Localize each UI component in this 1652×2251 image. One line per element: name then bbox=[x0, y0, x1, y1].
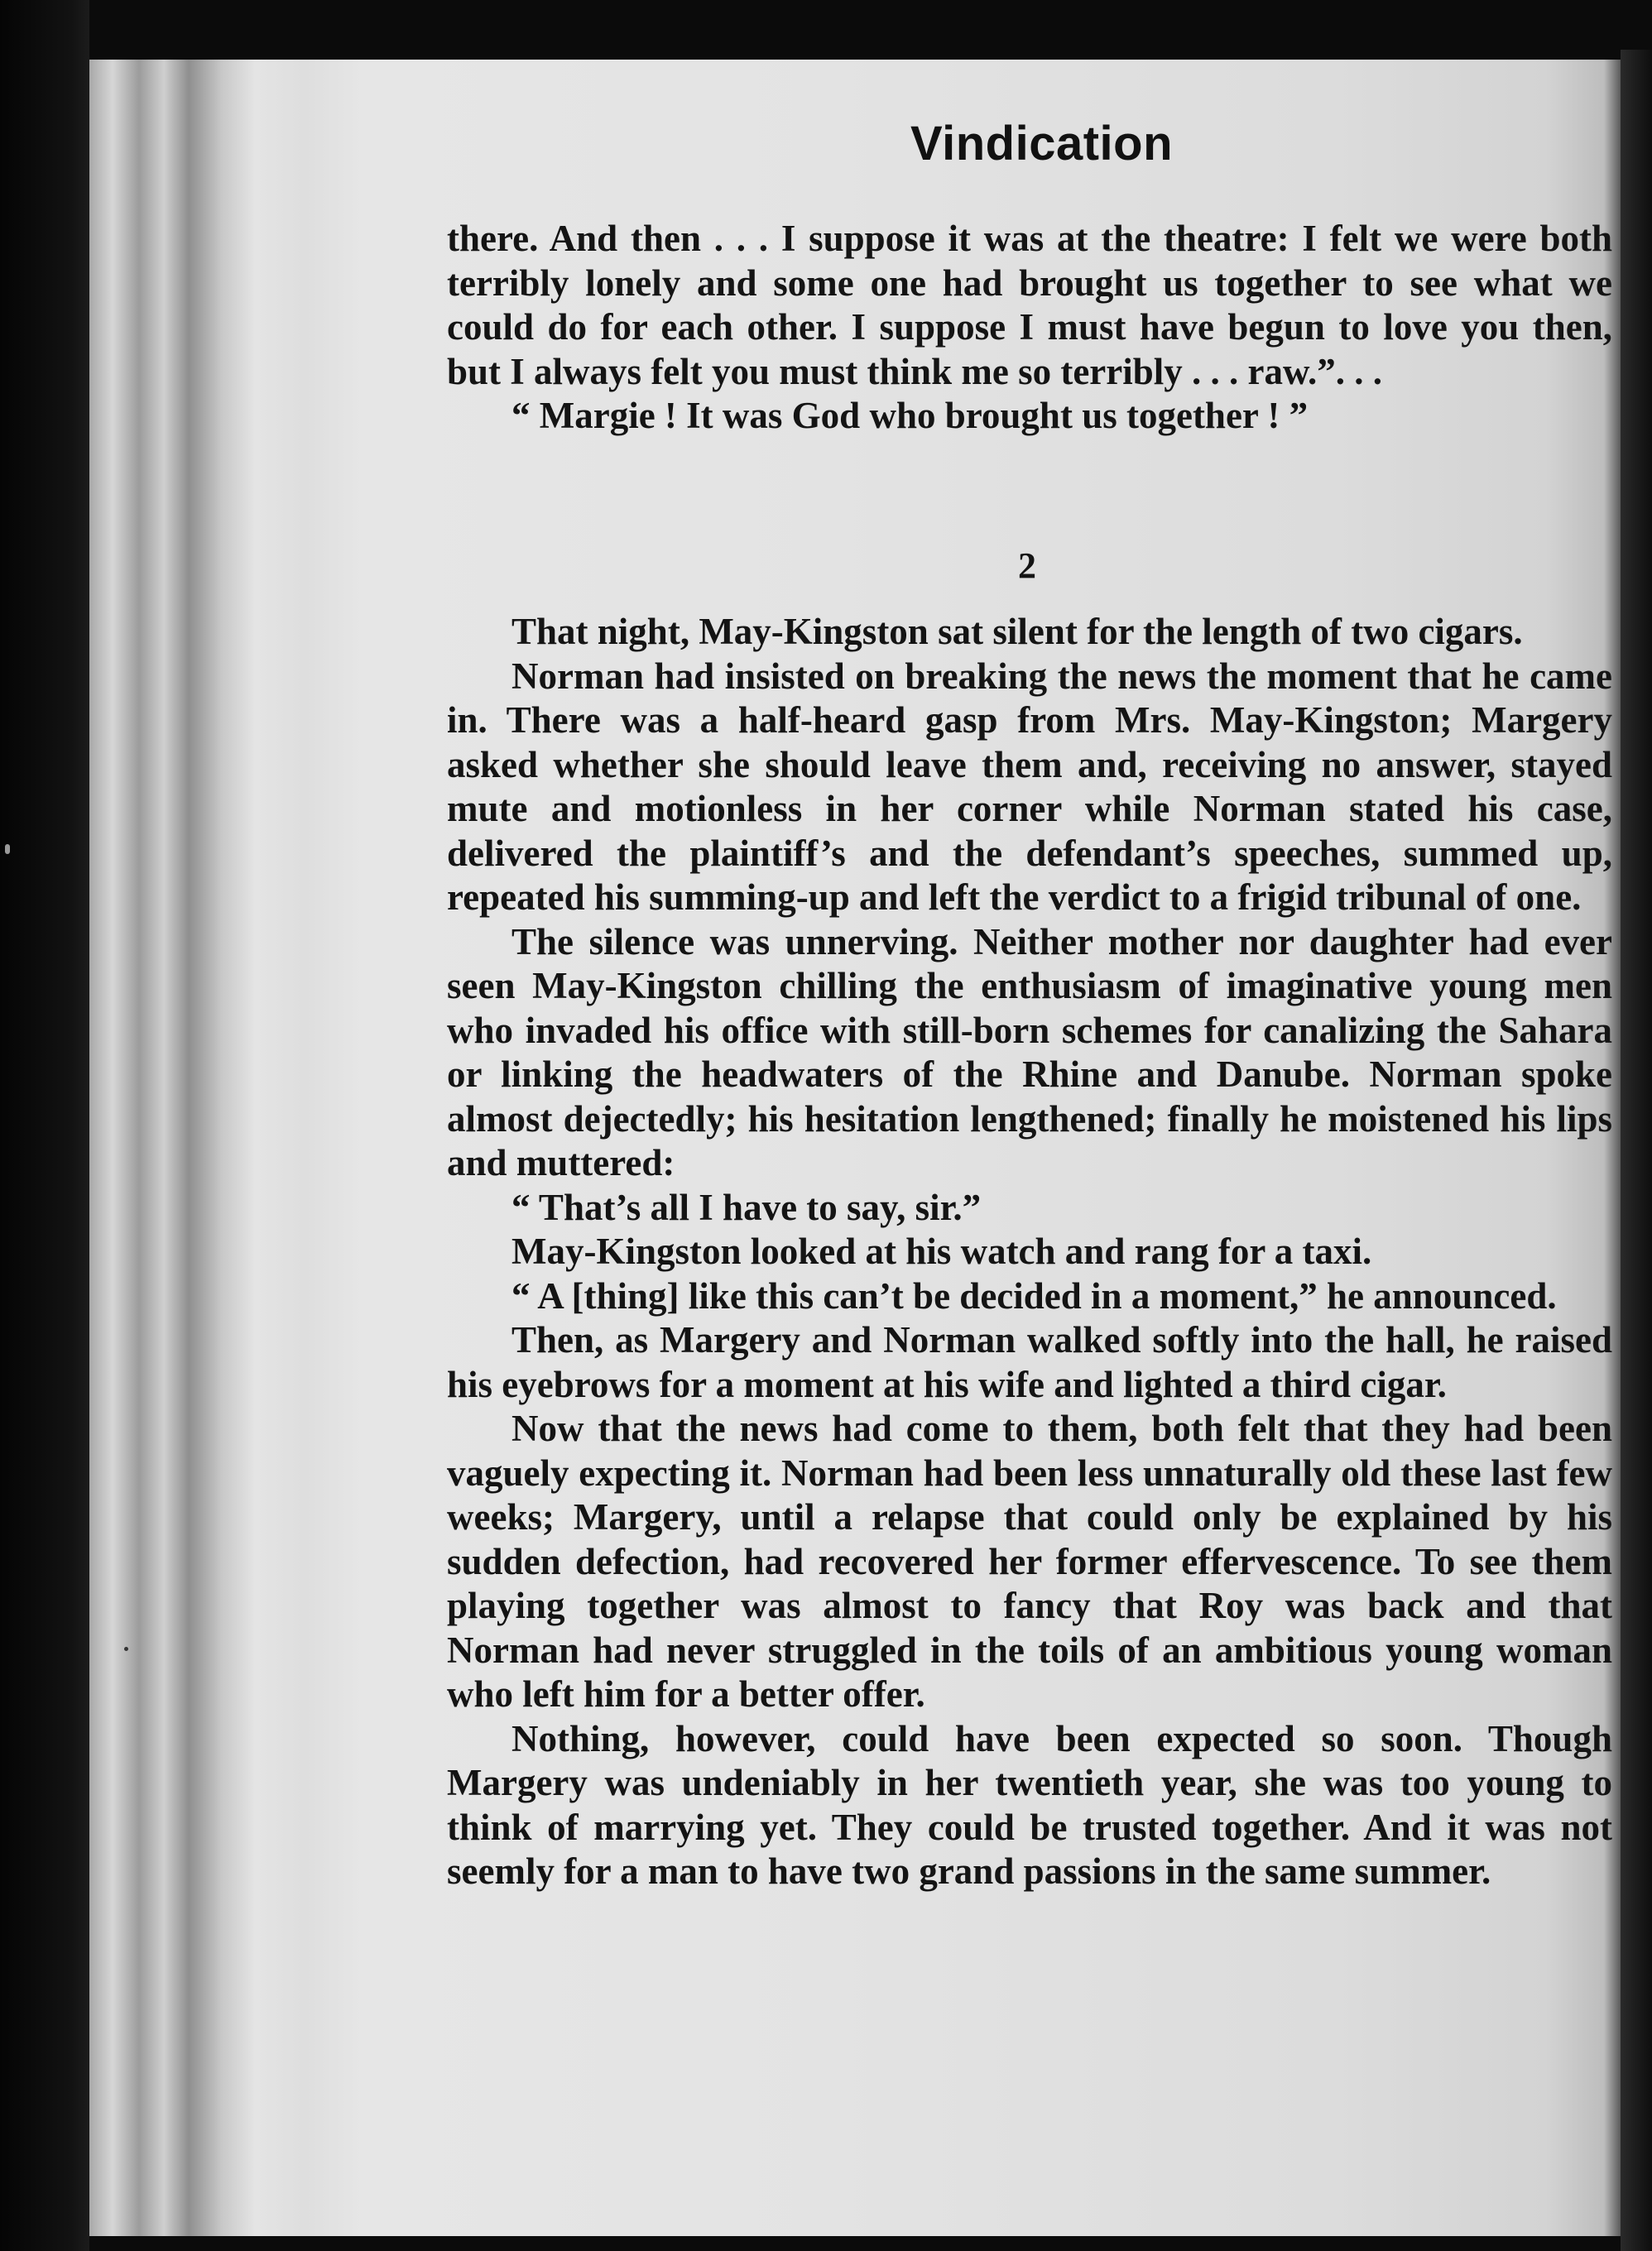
section-number: 2 bbox=[1018, 545, 1036, 586]
paragraph: “ A [thing] like this can’t be decided in a moment,” he announced. bbox=[511, 1274, 1557, 1317]
paragraph: Norman had insisted on breaking the news the moment that he came in. There was a half-heard gasp from Mrs. May-Kingston; Margery asked whether she should leave them and, receiving no answer, stayed mute and motionless in her corner while Norman stated his case, delivered the plaintiff’s and the defendant’s speeches, summed up, repeated his summing-up and left the verdict to a frigid tribunal of one. bbox=[447, 655, 1612, 918]
scan-speck bbox=[124, 1647, 128, 1651]
scan-left-margin bbox=[0, 0, 89, 2251]
text-block-before-break bbox=[447, 217, 1612, 439]
scan-right-margin bbox=[1621, 50, 1652, 2251]
paragraph: May-Kingston looked at his watch and rang for a taxi. bbox=[511, 1231, 1372, 1272]
running-head: Vindication bbox=[910, 117, 1174, 170]
paragraph: Then, as Margery and Norman walked softly into the hall, he raised his eyebrows for a moment at his wife and lighted a third cigar. bbox=[447, 1319, 1612, 1405]
scan-speck bbox=[5, 844, 10, 854]
paragraph: Now that the news had come to them, both felt that they had been vaguely expecting it. Norman had been less unnaturally old these last few weeks; Margery, until a relapse that could only be explained by his sudden defection, had recovered her former effervescence. To see them playing together was almost to fancy that Roy was back and that Norman had never struggled in the toils of an ambitious young woman who left him for a better offer. bbox=[447, 1408, 1612, 1715]
paragraph: Nothing, however, could have been expected so soon. Though Margery was undeniably in her twentieth year, she was too young to think of marrying yet. They could be trusted together. And it was not seemly for a man to have two grand passions in the same summer. bbox=[447, 1717, 1612, 1892]
paragraph: there. And then . . . I suppose it was at the theatre: I felt we were both terribly lonely and some one had brought us together to see what we could do for each other. I suppose I must have begun to love you then, but I always felt you must think me so terribly . . . raw.”. . . bbox=[447, 218, 1612, 392]
paragraph: The silence was unnerving. Neither mother nor daughter had ever seen May-Kingston chilling the enthusiasm of imaginative young men who invaded his office with still-born schemes for canalizing the Sahara or linking the headwaters of the Rhine and Danube. Norman spoke almost dejectedly; his hesitation lengthened; finally he moistened his lips and muttered: bbox=[447, 920, 1612, 1183]
text-block-after-break bbox=[447, 610, 1612, 1894]
paragraph: “ Margie ! It was God who brought us together ! ” bbox=[511, 395, 1309, 436]
paragraph: That night, May-Kingston sat silent for the length of two cigars. bbox=[511, 611, 1523, 652]
paragraph: “ That’s all I have to say, sir.” bbox=[511, 1186, 982, 1228]
